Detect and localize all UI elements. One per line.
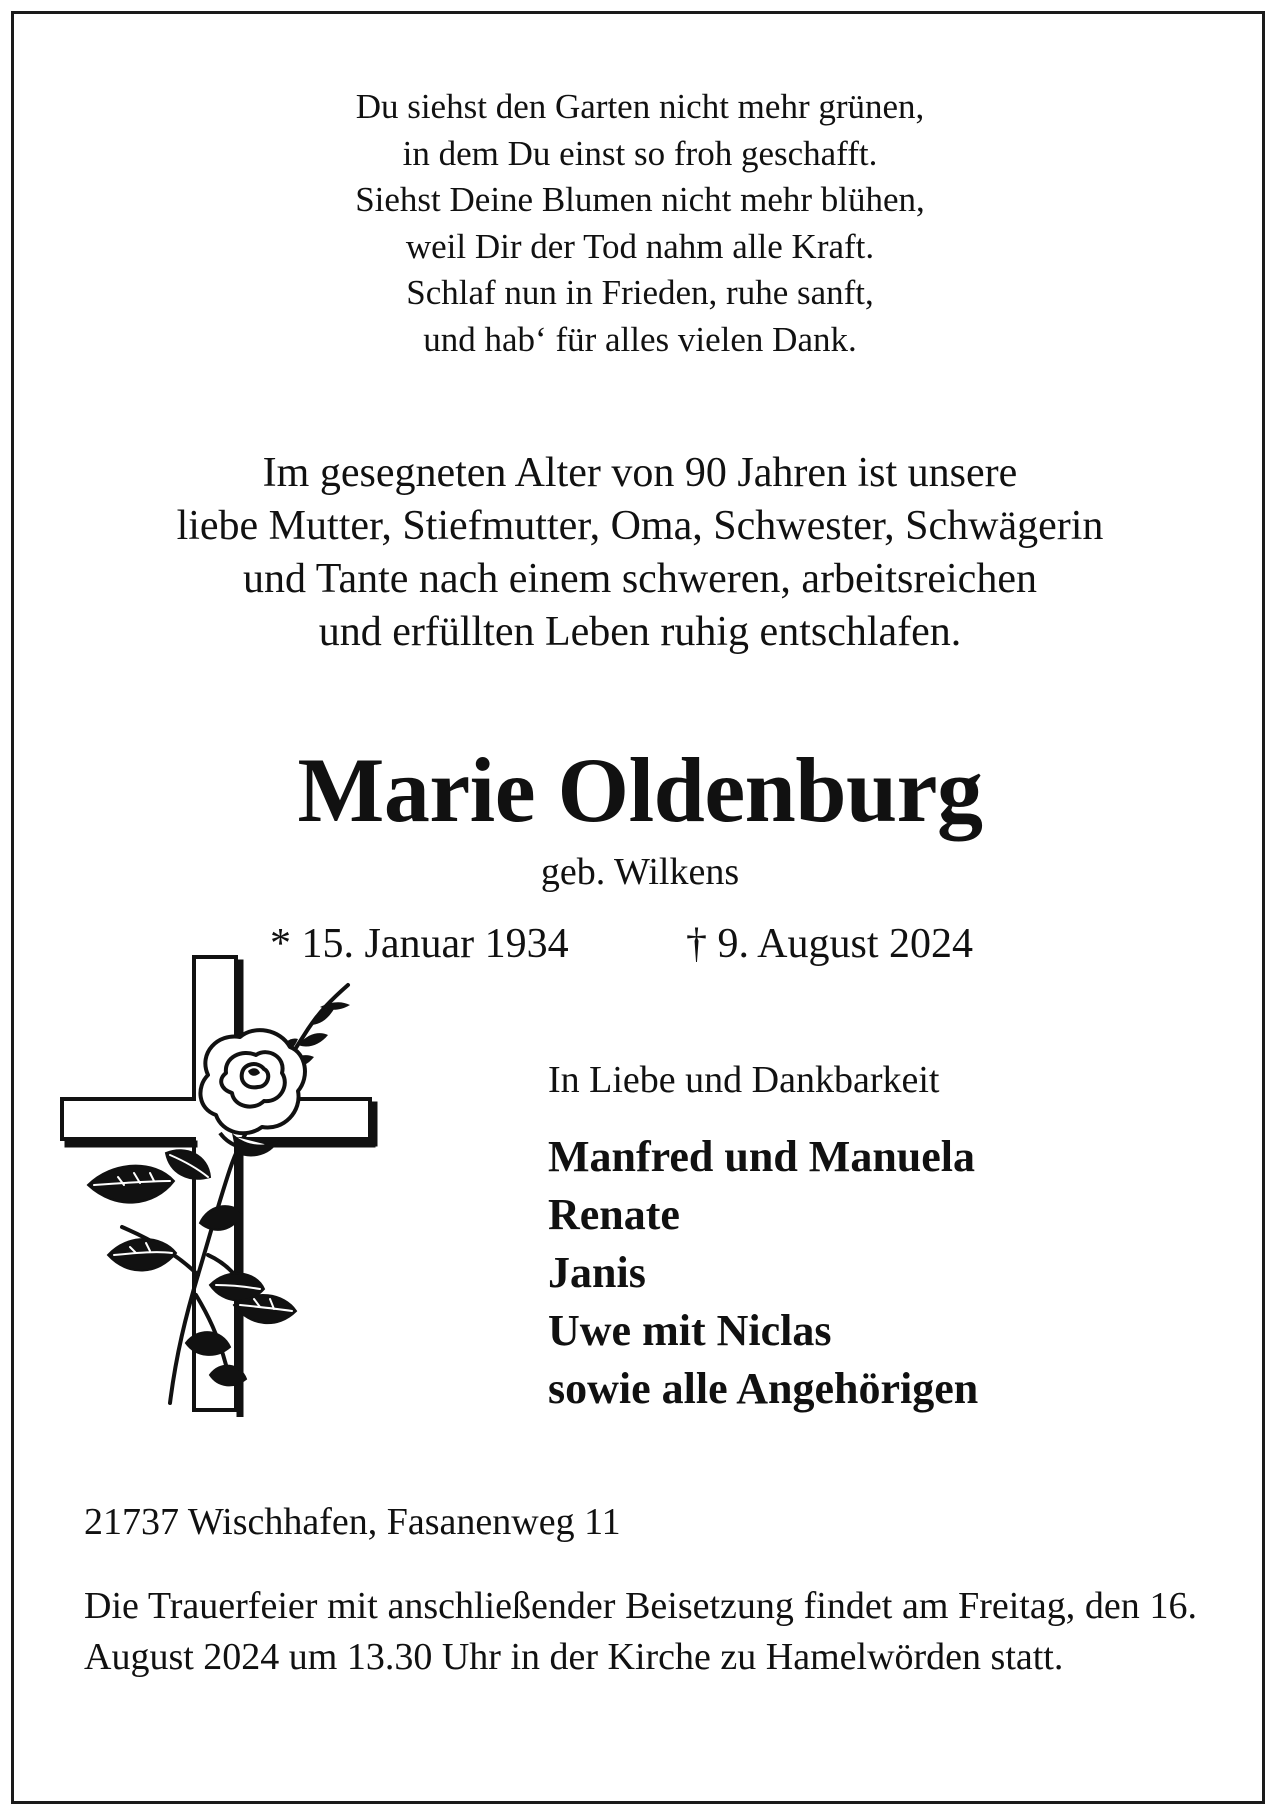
announcement-line: und erfüllten Leben ruhig entschlafen. [318,609,962,655]
poem-line: und hab‘ für alles vielen Dank. [423,319,857,359]
announcement-line: und Tante nach einem schweren, arbeitsreichen [243,556,1037,602]
poem-line: Schlaf nun in Frieden, ruhe sanft, [406,273,874,312]
service-notice: Die Trauerfeier mit anschließender Beisetzung findet am Freitag, den 16. August 2024 um 13.30 Uhr in der Kirche zu Hamelwörden statt. [84,1585,1197,1678]
mourner-name: Uwe mit Niclas [548,1306,832,1355]
address: 21737 Wischhafen, Fasanenweg 11 [84,1501,621,1543]
maiden-name: geb. Wilkens [540,851,740,893]
mourner-name: Janis [548,1248,646,1297]
mourner-name: sowie alle Angehörigen [548,1364,979,1413]
poem-line: Siehst Deine Blumen nicht mehr blühen, [355,180,925,219]
mourner-name: Manfred und Manuela [548,1132,976,1181]
poem-line: Du siehst den Garten nicht mehr grünen, [355,87,925,126]
deceased-name: Marie Oldenburg [297,739,983,841]
mourner-name: Renate [548,1190,680,1239]
announcement-line: Im gesegneten Alter von 90 Jahren ist unsere [262,450,1018,496]
poem-line: in dem Du einst so froh geschafft. [402,133,878,173]
mourners-intro: In Liebe und Dankbarkeit [548,1059,940,1101]
mourners-list [548,1128,978,1418]
cross-with-rose-icon [58,955,378,1417]
announcement-text [0,447,1280,659]
poem-line: weil Dir der Tod nahm alle Kraft. [405,226,875,266]
announcement-line: liebe Mutter, Stiefmutter, Oma, Schwester, Schwägerin [176,503,1104,549]
birth-date: * 15. Januar 1934 [270,921,569,967]
death-date: † 9. August 2024 [686,921,974,967]
poem [0,84,1280,363]
